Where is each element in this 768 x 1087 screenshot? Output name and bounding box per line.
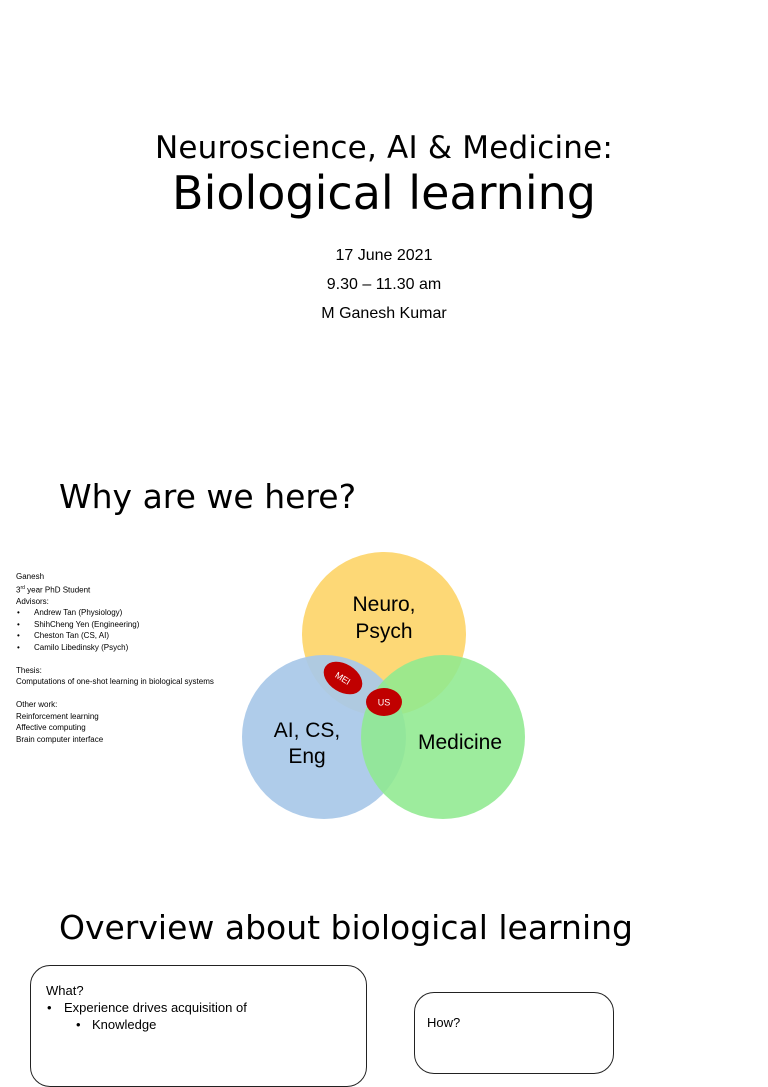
what-subitem: • Knowledge bbox=[46, 1016, 366, 1033]
presentation-time: 9.30 – 11.30 am bbox=[326, 276, 442, 293]
presentation-date: 17 June 2021 bbox=[335, 247, 433, 264]
venn-label-ai-2: Eng bbox=[288, 745, 326, 768]
advisor-item: • ShihCheng Yen (Engineering) bbox=[16, 619, 214, 631]
venn-diagram bbox=[240, 548, 530, 823]
venn-label-ai-1: AI, CS, bbox=[273, 719, 341, 742]
mei-badge-label: MEI bbox=[333, 669, 353, 687]
bio-year: 3rd year PhD Student bbox=[16, 584, 91, 595]
venn-label-medicine: Medicine bbox=[417, 731, 503, 754]
slide-heading-why: Why are we here? bbox=[59, 477, 357, 516]
bio-advisors-label: Advisors: bbox=[16, 596, 49, 606]
what-title: What? bbox=[46, 983, 84, 998]
other-work-item: Affective computing bbox=[16, 723, 86, 733]
slide-heading-overview: Overview about biological learning bbox=[59, 908, 633, 947]
venn-label-neuro-1: Neuro, bbox=[352, 593, 416, 616]
presentation-subtitle: Neuroscience, AI & Medicine: bbox=[154, 130, 614, 166]
us-badge-label: US bbox=[377, 697, 391, 708]
how-title: How? bbox=[427, 1015, 461, 1030]
advisor-item: • Camilo Libedinsky (Psych) bbox=[16, 642, 214, 654]
advisor-list bbox=[16, 607, 214, 653]
venn-label-neuro-2: Psych bbox=[355, 620, 413, 643]
bio-thesis-label: Thesis: bbox=[16, 665, 42, 675]
other-work-item: Brain computer interface bbox=[16, 734, 104, 744]
bio-other-label: Other work: bbox=[16, 700, 58, 710]
bio-name: Ganesh bbox=[16, 572, 45, 581]
what-box bbox=[30, 965, 367, 1087]
advisor-item: • Andrew Tan (Physiology) bbox=[16, 607, 214, 619]
advisor-item: • Cheston Tan (CS, AI) bbox=[16, 630, 214, 642]
what-item: • Experience drives acquisition of bbox=[46, 999, 366, 1016]
presentation-title: Biological learning bbox=[172, 166, 596, 220]
other-work-item: Reinforcement learning bbox=[16, 711, 99, 721]
presentation-author: M Ganesh Kumar bbox=[321, 305, 447, 322]
us-badge bbox=[366, 688, 402, 716]
how-box bbox=[414, 992, 614, 1074]
speaker-bio bbox=[16, 571, 214, 745]
bio-thesis: Computations of one-shot learning in biological systems bbox=[16, 677, 214, 687]
